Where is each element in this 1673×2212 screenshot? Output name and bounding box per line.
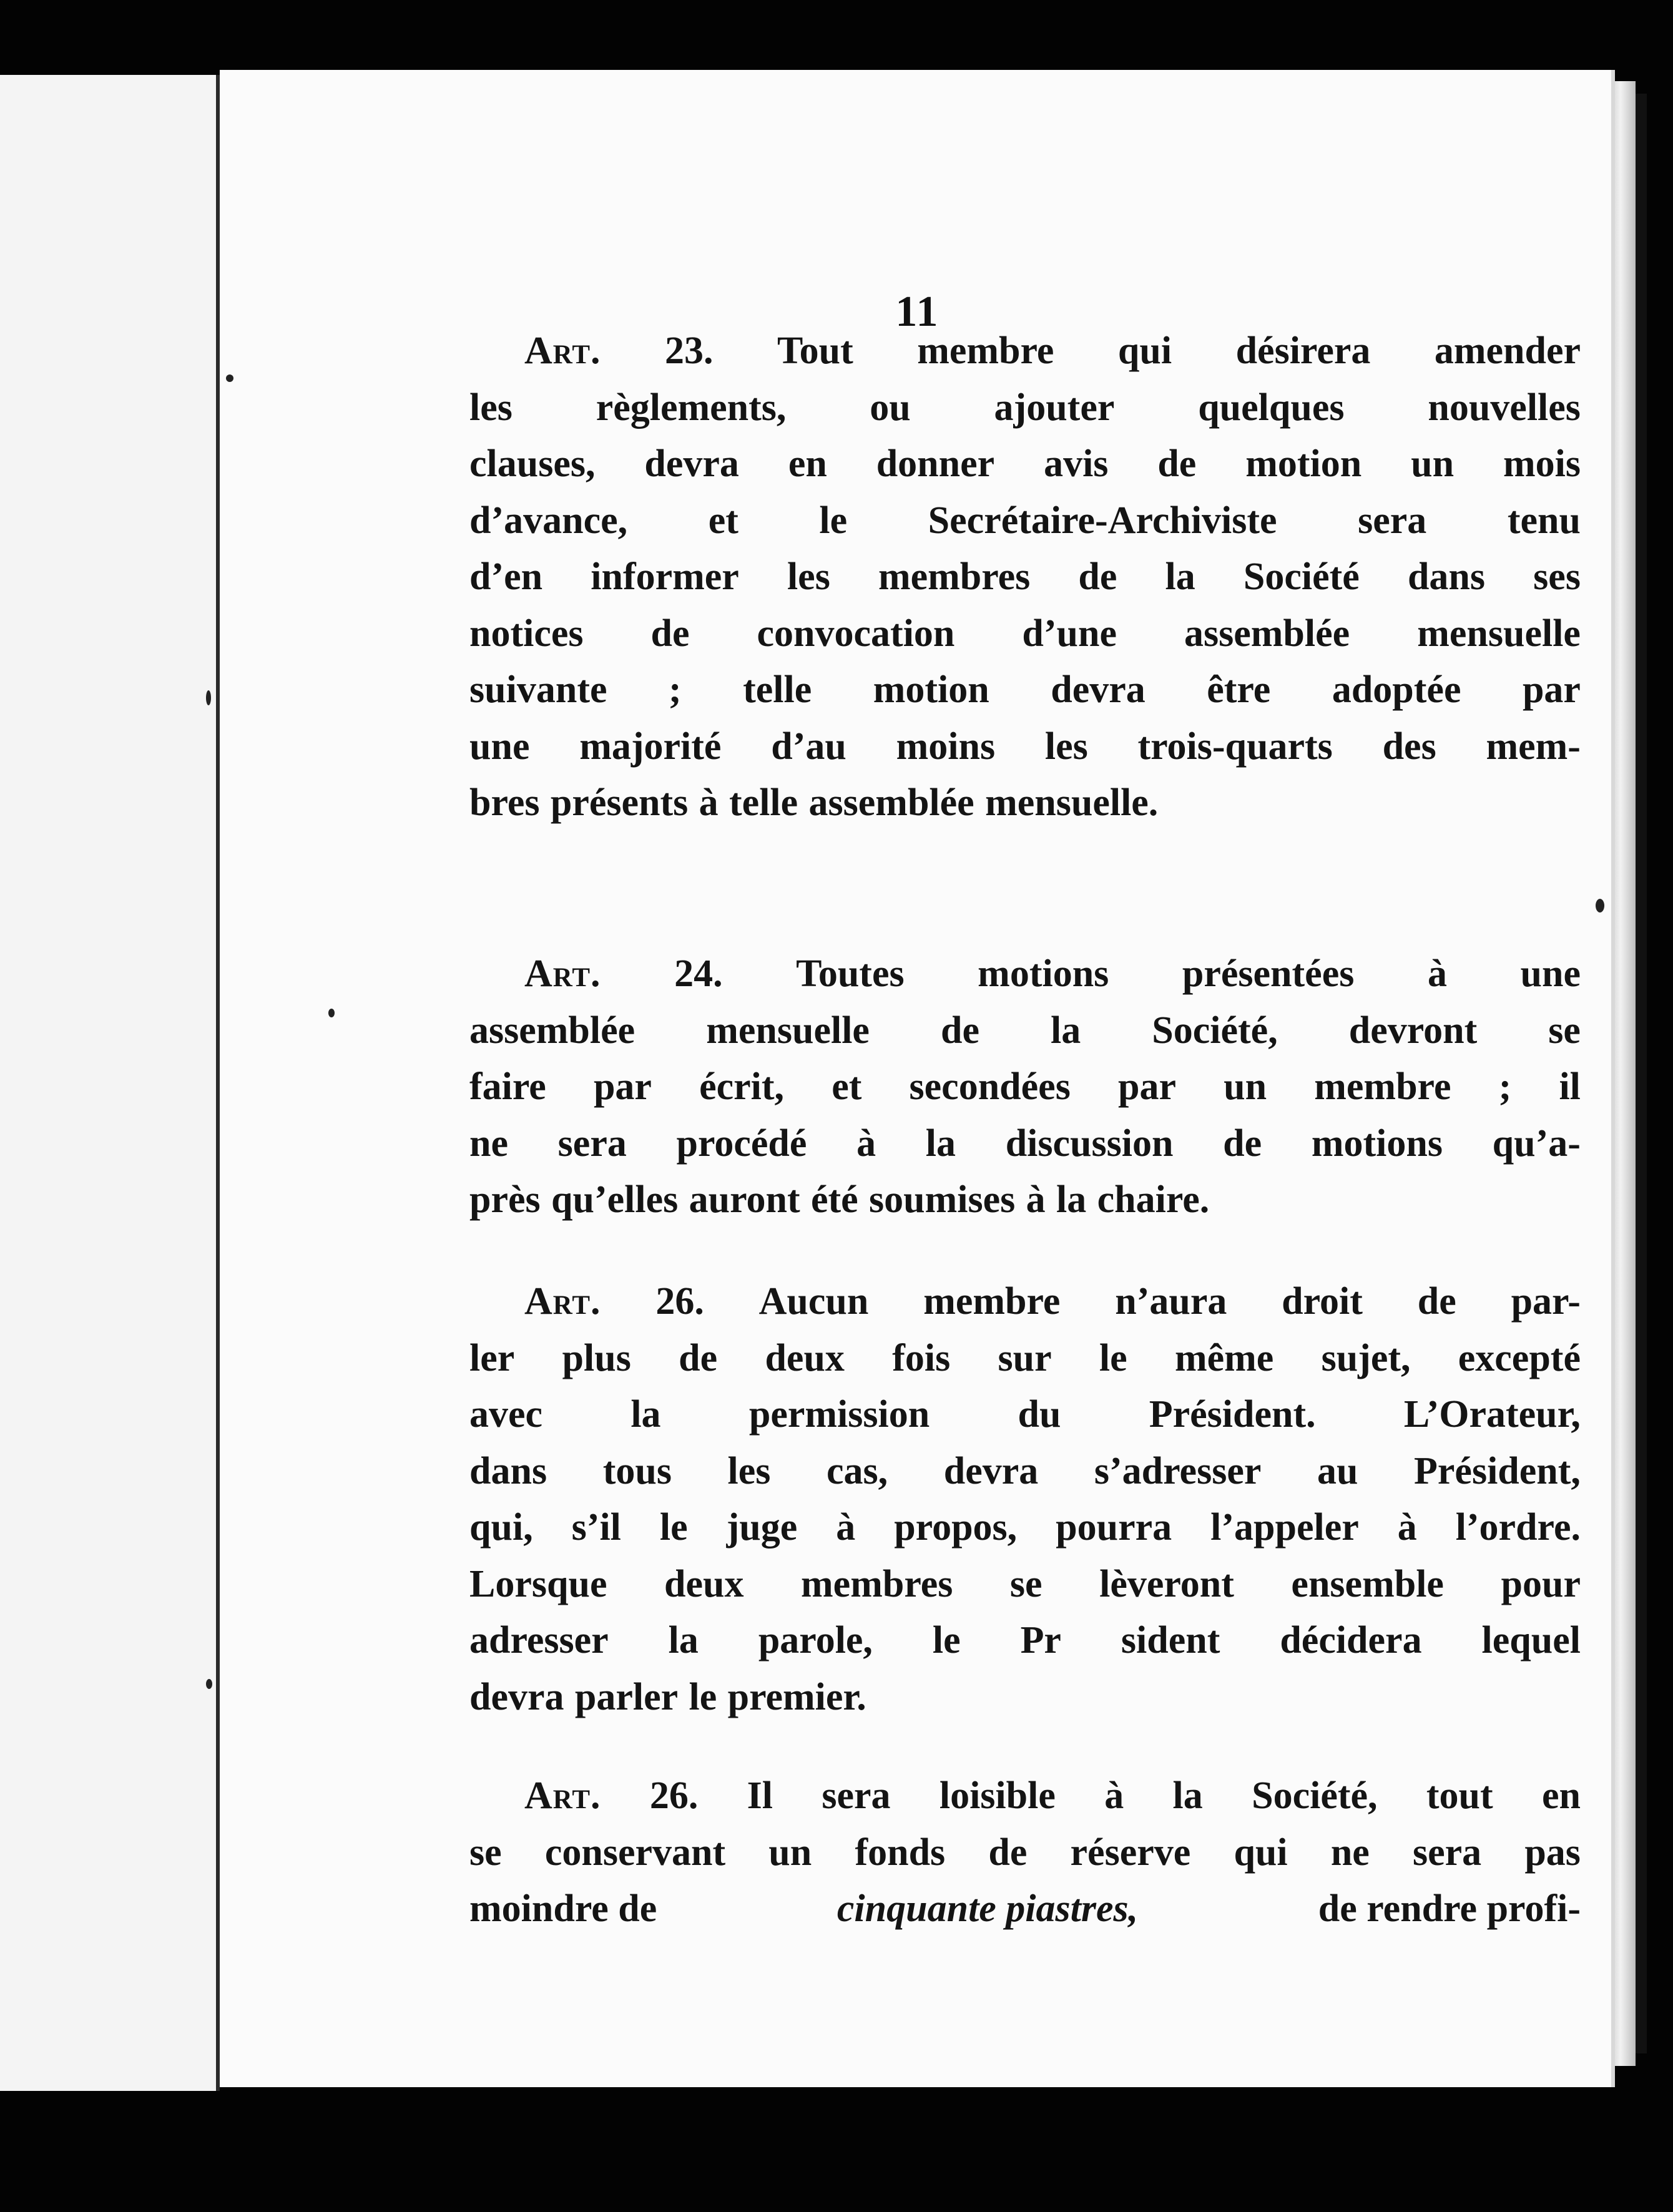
word: Lorsque	[469, 1562, 607, 1605]
word: ensemble	[1291, 1562, 1444, 1605]
word: moins	[896, 725, 996, 768]
article-26-speaking	[469, 1273, 1581, 1725]
word: auront	[689, 1178, 800, 1221]
word: devra	[1051, 668, 1146, 711]
word: mois	[1503, 443, 1581, 485]
word: et	[708, 499, 738, 542]
word: qu’elles	[551, 1178, 679, 1221]
word: il	[1559, 1065, 1581, 1108]
word: tous	[602, 1449, 672, 1492]
word: sera	[822, 1774, 891, 1817]
word: un	[1224, 1065, 1267, 1108]
word: par	[593, 1065, 652, 1108]
word: lequel	[1481, 1619, 1581, 1661]
word: 26.	[655, 1280, 704, 1323]
text-line	[469, 1273, 1581, 1330]
word: de	[940, 1009, 979, 1052]
text-line	[469, 1881, 1581, 1937]
text-line	[469, 436, 1581, 492]
word: ses	[1533, 555, 1581, 598]
text-line	[469, 662, 1581, 718]
word: près	[469, 1178, 541, 1221]
word: Tout	[777, 330, 853, 372]
scan-speck	[328, 1009, 335, 1017]
word: la	[1165, 555, 1195, 598]
scan-speck	[206, 1679, 212, 1689]
word: convocation	[757, 612, 955, 655]
text-line	[469, 1115, 1581, 1172]
word: décidera	[1280, 1619, 1422, 1661]
word: 26.	[649, 1774, 699, 1817]
word: par	[1117, 1065, 1176, 1108]
word: trois-quarts	[1137, 725, 1333, 768]
word: sujet,	[1321, 1336, 1411, 1379]
word: propos,	[894, 1506, 1018, 1549]
word: été	[810, 1178, 858, 1221]
word: fonds	[855, 1831, 946, 1874]
word: mensuelle	[1417, 612, 1581, 655]
word: membre	[1314, 1065, 1451, 1108]
word: devra	[644, 443, 739, 485]
word: mensuelle	[706, 1009, 870, 1052]
text-line	[469, 946, 1581, 1002]
word: conservant	[544, 1831, 726, 1874]
word: sera	[557, 1122, 627, 1165]
word: désirera	[1235, 330, 1371, 372]
word: Pr	[1020, 1619, 1061, 1661]
scan-speck	[206, 690, 211, 705]
word: motion	[1245, 443, 1362, 485]
word: réserve	[1070, 1831, 1191, 1874]
text-line	[469, 1612, 1581, 1669]
word: règlements,	[596, 386, 787, 429]
word: membre	[917, 330, 1054, 372]
word: qu’a-	[1492, 1122, 1581, 1165]
word: loisible	[939, 1774, 1056, 1817]
word: n’aura	[1115, 1280, 1227, 1323]
word: clauses,	[469, 443, 596, 485]
word: dans	[1407, 555, 1486, 598]
text-line	[469, 1499, 1581, 1556]
word: permission	[748, 1393, 930, 1436]
word: adresser	[469, 1619, 609, 1661]
word: ajouter	[994, 386, 1115, 429]
word: à	[699, 781, 719, 824]
word: ;	[668, 668, 682, 711]
word: les	[1044, 725, 1088, 768]
word: à	[1026, 1178, 1046, 1221]
text-line	[469, 1002, 1581, 1059]
word: qui,	[469, 1506, 533, 1549]
word: membres	[878, 555, 1031, 598]
word: être	[1207, 668, 1271, 711]
previous-page-edge	[0, 75, 220, 2091]
word: du	[1018, 1393, 1061, 1436]
word: à	[1104, 1774, 1124, 1817]
word: au	[1317, 1449, 1358, 1492]
word: chaire.	[1097, 1178, 1210, 1221]
word: s’adresser	[1094, 1449, 1262, 1492]
word: les	[727, 1449, 771, 1492]
word: la	[630, 1393, 661, 1436]
word: à	[856, 1122, 876, 1165]
word: Secrétaire-Archiviste	[928, 499, 1277, 542]
page-stack-shadow	[1636, 94, 1647, 2053]
word: ler	[469, 1336, 515, 1379]
text-line	[469, 1824, 1581, 1881]
text-line	[469, 323, 1581, 379]
word: de	[1223, 1122, 1262, 1165]
word: de	[1078, 555, 1117, 598]
word: l’ordre.	[1455, 1506, 1581, 1549]
word: membres	[801, 1562, 953, 1605]
word: membre	[923, 1280, 1061, 1323]
word: et	[832, 1065, 862, 1108]
word: donner	[876, 443, 995, 485]
word: parler	[574, 1675, 679, 1718]
text-line	[469, 492, 1581, 549]
word: amender	[1434, 330, 1581, 372]
word: devront	[1348, 1009, 1478, 1052]
word: par	[1522, 668, 1581, 711]
text-line	[469, 775, 1581, 831]
word: majorité	[579, 725, 722, 768]
word: la	[1056, 1178, 1087, 1221]
word: cas,	[827, 1449, 888, 1492]
word: discussion	[1005, 1122, 1174, 1165]
word: à	[1427, 952, 1447, 995]
article-26-reserve	[469, 1768, 1581, 1937]
text-line	[469, 718, 1581, 775]
word: assemblée	[1184, 612, 1350, 655]
word: L’Orateur,	[1403, 1393, 1581, 1436]
word: ;	[1498, 1065, 1512, 1108]
word: pas	[1524, 1831, 1581, 1874]
word: Art.	[524, 1280, 601, 1323]
word: mensuelle.	[985, 781, 1159, 824]
word: nouvelles	[1428, 386, 1581, 429]
text-line	[469, 549, 1581, 605]
word: présentées	[1182, 952, 1355, 995]
word: à	[1397, 1506, 1417, 1549]
word: 24.	[674, 952, 723, 995]
text-fragment: de rendre profi-	[1318, 1887, 1581, 1930]
word: ou	[870, 386, 911, 429]
word: de	[679, 1336, 718, 1379]
article-23	[469, 323, 1581, 831]
word: avis	[1044, 443, 1109, 485]
text-line	[469, 1059, 1581, 1115]
word: d’une	[1022, 612, 1117, 655]
word: Société,	[1152, 1009, 1278, 1052]
word: d’en	[469, 555, 543, 598]
word: d’avance,	[469, 499, 628, 542]
word: qui	[1234, 1831, 1288, 1874]
scan-speck	[1596, 899, 1604, 913]
word: faire	[469, 1065, 546, 1108]
word: ne	[469, 1122, 508, 1165]
word: pour	[1501, 1562, 1581, 1605]
text-line	[469, 379, 1581, 436]
word: secondées	[909, 1065, 1071, 1108]
word: d’au	[771, 725, 846, 768]
word: se	[469, 1831, 502, 1874]
word: motion	[873, 668, 989, 711]
word: devra	[943, 1449, 1039, 1492]
word: même	[1174, 1336, 1274, 1379]
word: bres	[469, 781, 540, 824]
word: adoptée	[1332, 668, 1461, 711]
word: suivante	[469, 668, 607, 711]
word: une	[1520, 952, 1581, 995]
text-fragment: moindre de	[469, 1887, 657, 1930]
word: deux	[664, 1562, 744, 1605]
word: quelques	[1198, 386, 1345, 429]
word: motions	[1311, 1122, 1443, 1165]
word: fois	[892, 1336, 951, 1379]
word: Président.	[1149, 1393, 1316, 1436]
word: le	[1099, 1336, 1127, 1379]
word: telle	[729, 781, 798, 824]
text-line	[469, 1386, 1581, 1443]
word: droit	[1282, 1280, 1363, 1323]
word: de	[988, 1831, 1028, 1874]
word: Il	[747, 1774, 773, 1817]
word: tenu	[1507, 499, 1581, 542]
word: les	[469, 386, 513, 429]
word: Toutes	[796, 952, 905, 995]
word: pourra	[1056, 1506, 1172, 1549]
word: notices	[469, 612, 584, 655]
word: deux	[765, 1336, 845, 1379]
word: Société	[1243, 555, 1360, 598]
word: Art.	[524, 952, 601, 995]
scan-speck	[226, 374, 233, 382]
text-line	[469, 1669, 1581, 1726]
word: la	[925, 1122, 956, 1165]
word: Société,	[1252, 1774, 1378, 1817]
word: en	[788, 443, 827, 485]
word: présents	[550, 781, 689, 824]
text-line	[469, 1330, 1581, 1387]
word: un	[1411, 443, 1455, 485]
word: par-	[1511, 1280, 1581, 1323]
word: le	[932, 1619, 961, 1661]
word: juge	[726, 1506, 798, 1549]
word: devra	[469, 1675, 564, 1718]
word: se	[1009, 1562, 1043, 1605]
word: soumises	[869, 1178, 1016, 1221]
word: sera	[1358, 499, 1427, 542]
word: sident	[1121, 1619, 1220, 1661]
word: la	[1051, 1009, 1081, 1052]
word: le	[689, 1675, 717, 1718]
word: la	[668, 1619, 699, 1661]
word: les	[787, 555, 830, 598]
word: Art.	[524, 330, 601, 372]
word: informer	[591, 555, 739, 598]
word: la	[1172, 1774, 1203, 1817]
word: se	[1548, 1009, 1581, 1052]
word: s’il	[571, 1506, 621, 1549]
word: Art.	[524, 1774, 601, 1817]
word: une	[469, 725, 530, 768]
text-line	[469, 1172, 1581, 1228]
word: plus	[562, 1336, 631, 1379]
word: qui	[1117, 330, 1172, 372]
word: telle	[743, 668, 812, 711]
word: motions	[978, 952, 1109, 995]
word: en	[1541, 1774, 1581, 1817]
word: de	[650, 612, 690, 655]
text-line	[469, 1556, 1581, 1613]
text-line	[469, 1768, 1581, 1824]
word: le	[659, 1506, 688, 1549]
word: tout	[1426, 1774, 1493, 1817]
word: Président,	[1414, 1449, 1581, 1492]
word: premier.	[727, 1675, 866, 1718]
text-line	[469, 1443, 1581, 1500]
word: écrit,	[699, 1065, 785, 1108]
word: ne	[1330, 1831, 1370, 1874]
word: lèveront	[1099, 1562, 1234, 1605]
word: sur	[998, 1336, 1052, 1379]
word: parole,	[758, 1619, 873, 1661]
word: Aucun	[758, 1280, 869, 1323]
emphasized-text: cinquante piastres,	[836, 1887, 1139, 1930]
word: procédé	[676, 1122, 807, 1165]
word: mem-	[1486, 725, 1581, 768]
word: assemblée	[469, 1009, 635, 1052]
word: l’appeler	[1210, 1506, 1359, 1549]
word: sera	[1412, 1831, 1482, 1874]
word: le	[819, 499, 848, 542]
page-number: 11	[895, 288, 940, 336]
word: à	[836, 1506, 856, 1549]
word: assemblée	[808, 781, 974, 824]
word: 23.	[664, 330, 714, 372]
word: dans	[469, 1449, 547, 1492]
book-page	[220, 70, 1615, 2087]
text-line	[469, 605, 1581, 662]
word: de	[1157, 443, 1197, 485]
word: un	[768, 1831, 812, 1874]
word: de	[1417, 1280, 1456, 1323]
article-24	[469, 946, 1581, 1228]
word: excepté	[1458, 1336, 1581, 1379]
word: des	[1382, 725, 1436, 768]
word: avec	[469, 1393, 543, 1436]
